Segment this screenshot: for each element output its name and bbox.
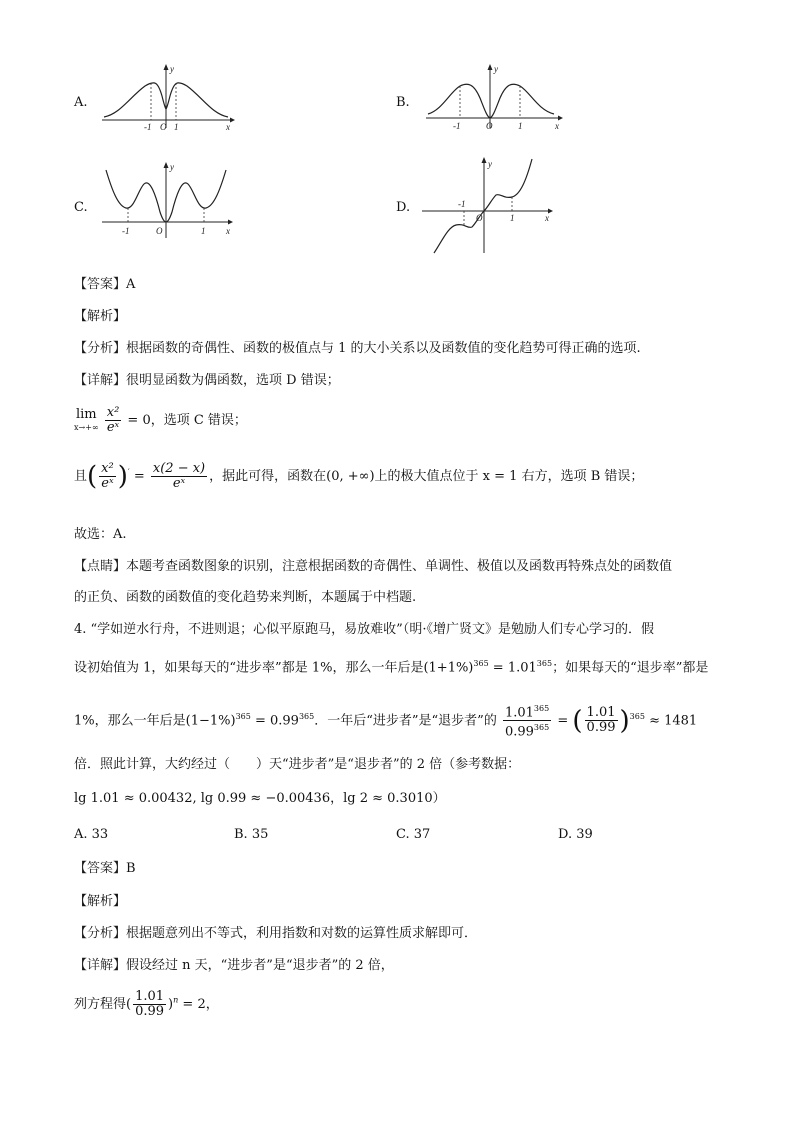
option-d-label: D.	[396, 200, 411, 215]
tick-1: 1	[518, 121, 523, 131]
q4-choice-b: B. 35	[234, 827, 269, 842]
x-axis-label: x	[555, 121, 559, 131]
option-b-graph	[424, 62, 564, 132]
q4-reference-data: lg 1.01 ≈ 0.00432, lg 0.99 ≈ −0.00436，lg 2 ≈ 0.3010）	[74, 791, 446, 806]
ratio-fraction: $\frac{1.01^{365}}{0.99^{365}}$	[504, 704, 550, 740]
x-axis-label: x	[226, 226, 230, 236]
option-c-label: C.	[74, 200, 88, 215]
q3-dianjing-cont: 的正负、函数的函数值的变化趋势来判断，本题属于中档题.	[74, 590, 417, 605]
tick-1: 1	[201, 226, 206, 236]
option-a-label: A.	[74, 95, 88, 110]
q3-jiexi-tag: 【解析】	[74, 309, 127, 324]
q4-stem-line1: 4. “学如逆水行舟，不进则退；心似平原跑马，易放难收”（明·《增广贤文》是勉励人们专心学习的．假	[74, 622, 654, 637]
y-axis-label: y	[494, 64, 498, 74]
q3-fenxi: 【分析】根据函数的奇偶性、函数的极值点与 1 的大小关系以及函数值的变化趋势可得正确的选项.	[74, 341, 641, 356]
tick-origin: O	[476, 213, 483, 223]
ratio-fraction-power: $\frac{1.01}{0.99}$	[586, 705, 616, 736]
tick-origin: O	[160, 122, 167, 132]
y-axis-label: y	[170, 162, 174, 172]
q4-choice-a: A. 33	[74, 827, 109, 842]
option-d-graph	[420, 155, 555, 255]
q4-fenxi: 【分析】根据题意列出不等式，利用指数和对数的运算性质求解即可．	[74, 926, 478, 941]
tick-origin: O	[156, 226, 163, 236]
q3-answer: 【答案】A	[74, 277, 136, 292]
q3-dianjing: 【点睛】本题考查函数图象的识别，注意根据函数的奇偶性、单调性、极值以及函数再特殊点处的函数值	[74, 559, 673, 574]
limit-fraction: $\frac{\text{x²}}{\text{eˣ}}$	[106, 405, 120, 435]
y-axis-label: y	[170, 64, 174, 74]
q3-conclusion: 故选：A.	[74, 527, 127, 542]
option-b-label: B.	[396, 95, 410, 110]
tick-neg1: -1	[122, 226, 130, 236]
option-c-graph	[100, 160, 235, 242]
y-axis-label: y	[488, 159, 492, 169]
tick-1: 1	[174, 122, 179, 132]
x-axis-label: x	[226, 122, 230, 132]
q4-stem-line2: 设初始值为 1，如果每天的“进步率”都是 1%，那么一年后是$(1+1\%)^{365} = 1.01^{365}$；如果每天的“退步率”都是	[74, 659, 709, 676]
q4-equation-line: 列方程得( $\frac{1.01}{0.99}$ )$^n$ = 2，	[74, 989, 219, 1019]
q4-choice-c: C. 37	[396, 827, 431, 842]
tick-neg1: -1	[458, 199, 466, 209]
tick-neg1: -1	[144, 122, 152, 132]
limit-operator: lim x→+∞	[74, 406, 99, 432]
tick-origin: O	[486, 121, 493, 131]
q3-derivative-line: 且( $\frac{\text{x²}}{\text{eˣ}}$ )′ = $\frac{x(2 - x)}{\text{eˣ}}$ ，据此可得，函数在(0, +∞)上的极大值点位于 x = 1 右方，选项 B 错误；	[74, 461, 644, 492]
q4-answer: 【答案】B	[74, 861, 136, 876]
tick-neg1: -1	[453, 121, 461, 131]
q3-xiangjie: 【详解】很明显函数为偶函数，选项 D 错误；	[74, 373, 340, 388]
q4-choice-d: D. 39	[558, 827, 593, 842]
q3-limit-line: lim x→+∞ $\frac{\text{x²}}{\text{eˣ}}$ = 0，选项 C 错误；	[74, 405, 247, 435]
q4-xiangjie: 【详解】假设经过 n 天，“进步者”是“退步者”的 2 倍，	[74, 958, 394, 973]
q4-stem-line3: 1%，那么一年后是$(1-1\%)^{365} = 0.99^{365}$．一年后“进步者”是“退步者”的 $\frac{1.01^{365}}{0.99^{365}}$ = ( $\frac{1.01}{0.99}$ )$^{365}$ ≈ 1481	[74, 704, 698, 740]
q4-jiexi-tag: 【解析】	[74, 894, 127, 909]
option-a-graph	[100, 62, 235, 132]
x-axis-label: x	[545, 213, 549, 223]
q4-stem-line4: 倍．照此计算，大约经过（ ）天“进步者”是“退步者”的 2 倍（参考数据：	[74, 757, 521, 772]
tick-1: 1	[510, 213, 515, 223]
